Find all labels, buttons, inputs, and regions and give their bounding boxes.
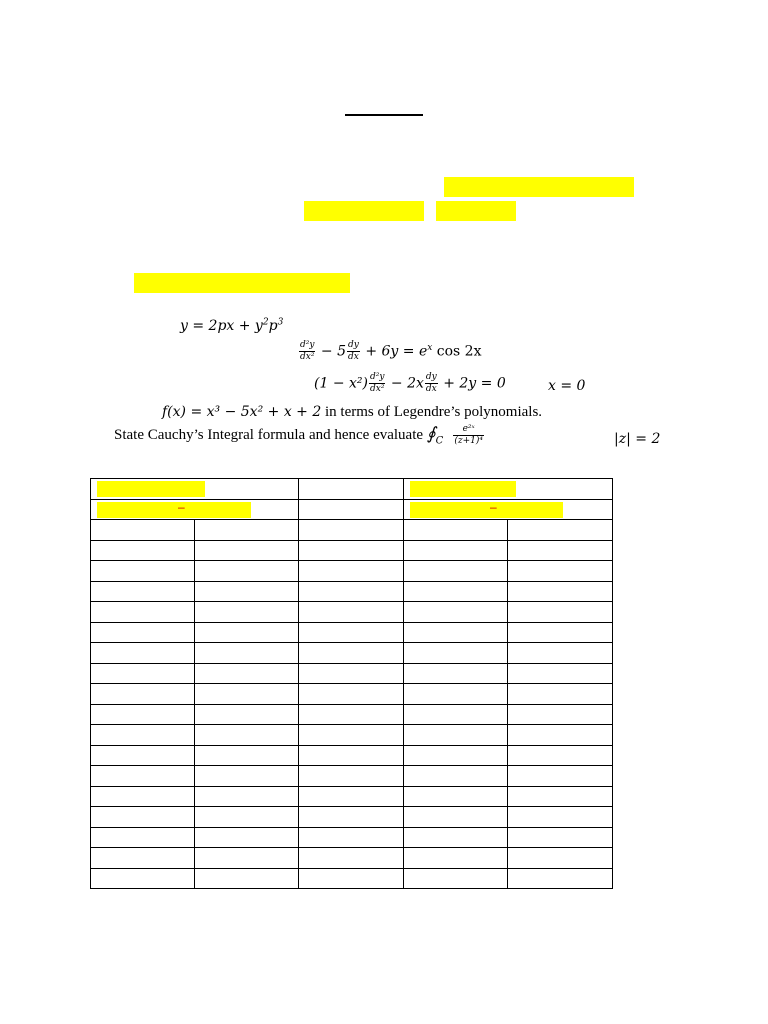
table-cell <box>404 684 508 705</box>
table-cell <box>299 684 404 705</box>
table-cell <box>404 868 508 889</box>
table-cell <box>299 704 404 725</box>
table-cell <box>299 663 404 684</box>
table-cell <box>508 807 613 828</box>
table-cell <box>508 540 613 561</box>
table-row <box>91 684 613 705</box>
table-cell <box>91 766 195 787</box>
table-cell <box>299 479 404 500</box>
table-row <box>91 786 613 807</box>
table-cell <box>508 848 613 869</box>
table-cell <box>195 520 299 541</box>
table-cell <box>195 725 299 746</box>
table-cell <box>508 520 613 541</box>
table-cell <box>195 602 299 623</box>
table-cell <box>91 520 195 541</box>
table-cell <box>508 561 613 582</box>
table-row <box>91 540 613 561</box>
table-row <box>91 704 613 725</box>
table-row <box>91 766 613 787</box>
cell-highlight <box>410 499 563 518</box>
table-cell <box>91 827 195 848</box>
table-cell <box>299 868 404 889</box>
table-cell <box>508 786 613 807</box>
cell-highlight <box>97 499 251 518</box>
table-cell <box>91 602 195 623</box>
table-cell <box>404 807 508 828</box>
table-cell <box>195 622 299 643</box>
table-cell <box>299 520 404 541</box>
equation-2: $\frac{\text{d²y}}{\text{dx²}}$ − 5 $\frac{dy}{dx}$ + $6y = e^x$ cos 2x <box>300 340 482 362</box>
table-cell <box>195 581 299 602</box>
table-cell <box>299 766 404 787</box>
table-cell <box>404 622 508 643</box>
cauchy-condition: |z| = 2 <box>614 431 661 447</box>
table-cell <box>404 827 508 848</box>
table-header-row-1 <box>91 479 613 500</box>
table-cell <box>91 848 195 869</box>
title-underline <box>345 114 423 116</box>
table-header-row-2 <box>91 499 613 520</box>
table-cell <box>404 520 508 541</box>
table-cell <box>404 602 508 623</box>
table-row <box>91 602 613 623</box>
table-cell <box>508 643 613 664</box>
table-row <box>91 561 613 582</box>
table-cell <box>91 622 195 643</box>
table-cell <box>299 725 404 746</box>
dash-mark: – <box>178 499 185 514</box>
table-cell <box>508 827 613 848</box>
table-cell <box>195 868 299 889</box>
table-cell <box>91 684 195 705</box>
table-cell <box>195 827 299 848</box>
table-row <box>91 807 613 828</box>
table-cell <box>195 766 299 787</box>
table-cell <box>299 807 404 828</box>
table-cell <box>404 540 508 561</box>
table-cell <box>508 704 613 725</box>
table-cell <box>91 868 195 889</box>
dash-mark: – <box>490 499 497 514</box>
table-cell <box>299 848 404 869</box>
table-row <box>91 745 613 766</box>
table-cell <box>508 745 613 766</box>
table-cell <box>299 540 404 561</box>
table-cell <box>404 745 508 766</box>
legendre-function: f(x) = x³ − 5x² + x + 2 <box>162 404 322 420</box>
table-cell <box>91 643 195 664</box>
highlight-block-2 <box>304 201 424 221</box>
table-cell <box>195 540 299 561</box>
table-cell <box>195 704 299 725</box>
table-cell <box>404 643 508 664</box>
table-cell <box>404 725 508 746</box>
equation-1: $y = 2px + y^2p^3$ <box>180 317 284 334</box>
table-row <box>91 848 613 869</box>
table-cell <box>404 479 613 500</box>
table-cell <box>404 786 508 807</box>
cell-highlight <box>97 481 205 497</box>
highlight-block-4 <box>134 273 350 293</box>
table-cell <box>195 745 299 766</box>
table-cell <box>91 479 299 500</box>
cell-highlight <box>410 481 516 497</box>
highlight-block-1 <box>444 177 634 197</box>
table-cell <box>299 602 404 623</box>
table-row <box>91 827 613 848</box>
equation-4-line <box>162 403 542 421</box>
table-cell <box>508 602 613 623</box>
table-cell <box>508 581 613 602</box>
table-cell <box>91 499 299 520</box>
table-cell <box>299 827 404 848</box>
table-row <box>91 581 613 602</box>
table-cell <box>299 786 404 807</box>
cauchy-line: State Cauchy’s Integral formula and hence evaluate $∮_C$ $\frac{\text{e²ˣ}}{\text{(z+1)⁴}}$ <box>114 424 483 447</box>
table-cell <box>299 745 404 766</box>
table-cell <box>91 540 195 561</box>
table-cell <box>508 766 613 787</box>
table-cell <box>195 663 299 684</box>
table-cell <box>91 663 195 684</box>
contour-integral-symbol: ∮ <box>426 424 436 445</box>
table-cell <box>195 807 299 828</box>
table-cell <box>299 499 404 520</box>
table-cell <box>91 704 195 725</box>
table-cell <box>508 684 613 705</box>
table-cell <box>299 643 404 664</box>
table-row <box>91 520 613 541</box>
table-cell <box>404 581 508 602</box>
table-cell <box>91 807 195 828</box>
answer-table <box>90 478 613 889</box>
cauchy-text: State Cauchy’s Integral formula and hence evaluate <box>114 427 427 444</box>
table-cell <box>404 848 508 869</box>
table-cell <box>508 663 613 684</box>
table-cell <box>91 581 195 602</box>
table-cell <box>195 561 299 582</box>
table-cell <box>404 766 508 787</box>
table-cell <box>195 786 299 807</box>
table-cell <box>91 561 195 582</box>
table-cell <box>91 786 195 807</box>
table-row <box>91 725 613 746</box>
highlight-block-3 <box>436 201 516 221</box>
table-cell <box>195 643 299 664</box>
table-cell <box>299 622 404 643</box>
table-cell <box>508 622 613 643</box>
legendre-text: in terms of Legendre’s polynomials. <box>321 404 543 420</box>
table-cell <box>404 704 508 725</box>
table-cell <box>91 745 195 766</box>
table-cell <box>299 581 404 602</box>
table-cell <box>299 561 404 582</box>
table-cell <box>195 848 299 869</box>
table-cell <box>404 663 508 684</box>
table-cell <box>404 561 508 582</box>
table-row <box>91 622 613 643</box>
table-row <box>91 663 613 684</box>
table-cell <box>195 684 299 705</box>
table-cell <box>91 725 195 746</box>
table-cell <box>508 868 613 889</box>
table-row <box>91 868 613 889</box>
table-cell <box>404 499 613 520</box>
equation-3: (1 − x²) $\frac{\text{d²y}}{\text{dx²}}$ − 2x $\frac{dy}{dx}$ + 2y = 0 <box>314 372 506 394</box>
table-row <box>91 643 613 664</box>
table-cell <box>508 725 613 746</box>
equation-3-condition: x = 0 <box>548 378 586 394</box>
